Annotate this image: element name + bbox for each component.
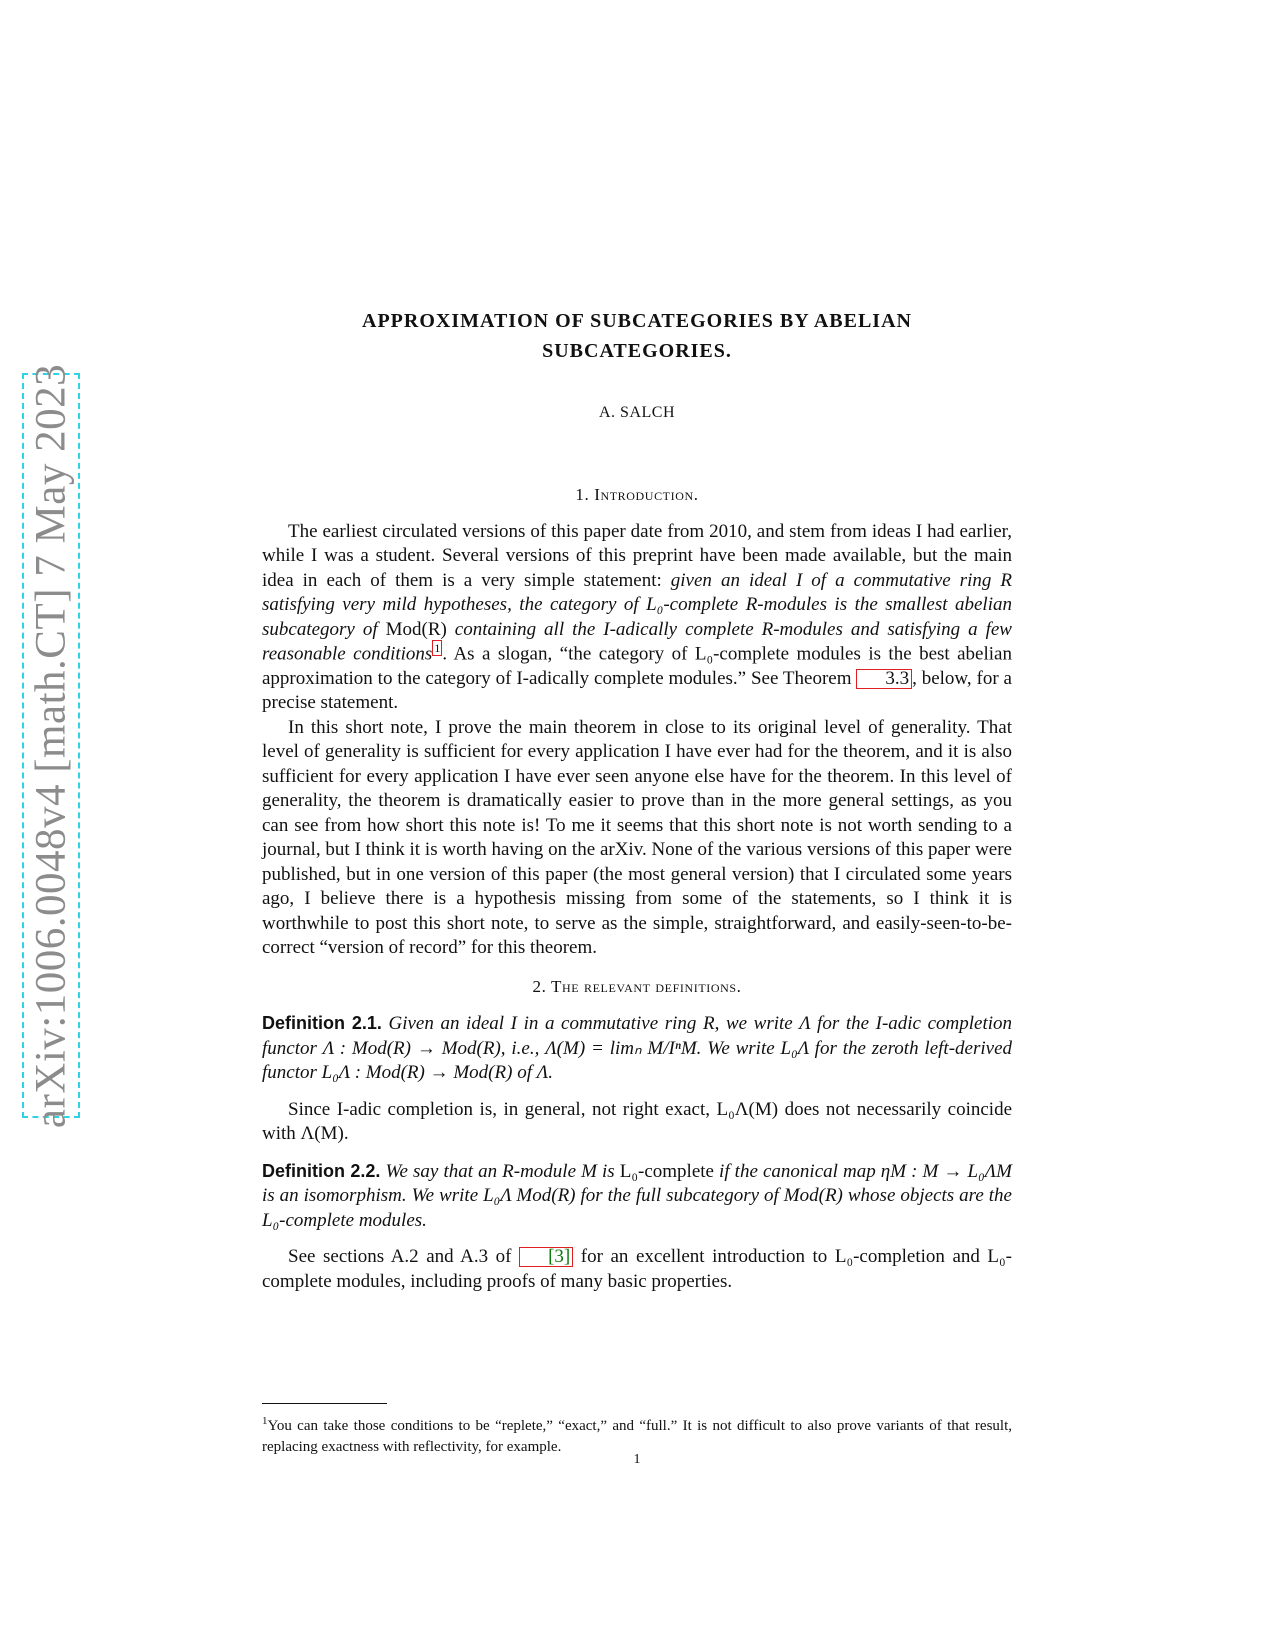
- arxiv-stamp[interactable]: [22, 363, 80, 1128]
- definition-2-2: Definition 2.2. We say that an R-module M is L₀-complete if the canonical map ηM : M → L₀ΛM is an isomorphism. We write L₀Λ Mod(R) for the full subcategory of Mod(R) whose objects are the L₀-complete modules.: [262, 1160, 1012, 1231]
- intro-paragraph-2: In this short note, I prove the main theorem in close to its original level of generality. That level of generality is sufficient for every application I have ever had for the theorem, and it is also sufficient for every application I have ever seen anyone else have for the theorem. In this level of generality, the theorem is dramatically easier to prove than in the more general settings, as you can see from how short this note is! To me it seems that this short note is not worth sending to a journal, but I think it is worth having on the arXiv. None of the various versions of this paper were published, but in one version of this paper (the most general version) that I circulated some years ago, I believe there is a hypothesis missing from some of the statements, so I think it is worthwhile to post this short note, to serve as the simple, straightforward, and easily-seen-to-be-correct “version of record” for this theorem.: [262, 716, 1012, 959]
- definition-label: Definition 2.1.: [262, 1013, 382, 1034]
- section-heading-2: 2. The relevant definitions.: [532, 976, 742, 996]
- citation-link[interactable]: [3]: [519, 1247, 573, 1267]
- paragraph-see-sections: See sections A.2 and A.3 of [3] for an excellent introduction to L₀-completion and L₀-complete modules, including proofs of many basic properties.: [262, 1246, 1012, 1292]
- section-heading: 1. Introduction.: [575, 485, 699, 504]
- title-line-1: APPROXIMATION OF SUBCATEGORIES BY ABELIAN: [362, 310, 912, 332]
- definition-label: Definition 2.2.: [262, 1160, 381, 1181]
- paragraph-right-exact: Since I-adic completion is, in general, not right exact, L₀Λ(M) does not necessarily coincide with Λ(M).: [262, 1098, 1012, 1145]
- author-name: A. SALCH: [598, 404, 675, 421]
- footnote-rule: [262, 1403, 387, 1404]
- paper-title: [262, 306, 1012, 366]
- section-introduction: [262, 483, 1012, 1294]
- intro-paragraph-1: The earliest circulated versions of this paper date from 2010, and stem from ideas I had earlier, while I was a student. Several versions of this preprint have been made available, but the main idea in each of them is a very simple statement: given an ideal I of a commutative ring R satisfying very mild hypotheses, the category of L₀-complete R-modules is the smallest abelian subcategory of Mod(R) containing all the I-adically complete R-modules and satisfying a few reasonable conditions $^1$ . As a slogan, “the category of L₀-complete modules is the best abelian approximation to the category of I-adically complete modules.” See Theorem 3.3 , below, for a precise statement.: [262, 520, 1012, 714]
- footnote-link[interactable]: 1: [434, 641, 441, 655]
- footnote-text: You can take those conditions to be “replete,” “exact,” and “full.” It is not difficult to also prove variants of that result, replacing exactness with reflectivity, for example.: [262, 1418, 1012, 1455]
- title-line-2: SUBCATEGORIES.: [542, 340, 732, 362]
- footnote: [262, 1411, 1012, 1458]
- footnote-mark: 1: [262, 1415, 268, 1427]
- arxiv-identifier: arXiv:1006.0048v4 [math.CT] 7 May 2023: [27, 363, 75, 1128]
- page-number: 1: [633, 1452, 641, 1467]
- definition-2-1: Definition 2.1. Given an ideal I in a commutative ring R, we write Λ for the I-adic completion functor Λ : Mod(R) → Mod(R), i.e., Λ(M) = limₙ M/IⁿM. We write L₀Λ for the zeroth left-derived functor L₀Λ : Mod(R) → Mod(R) of Λ.: [262, 1013, 1013, 1084]
- theorem-reference-link[interactable]: 3.3: [856, 669, 912, 689]
